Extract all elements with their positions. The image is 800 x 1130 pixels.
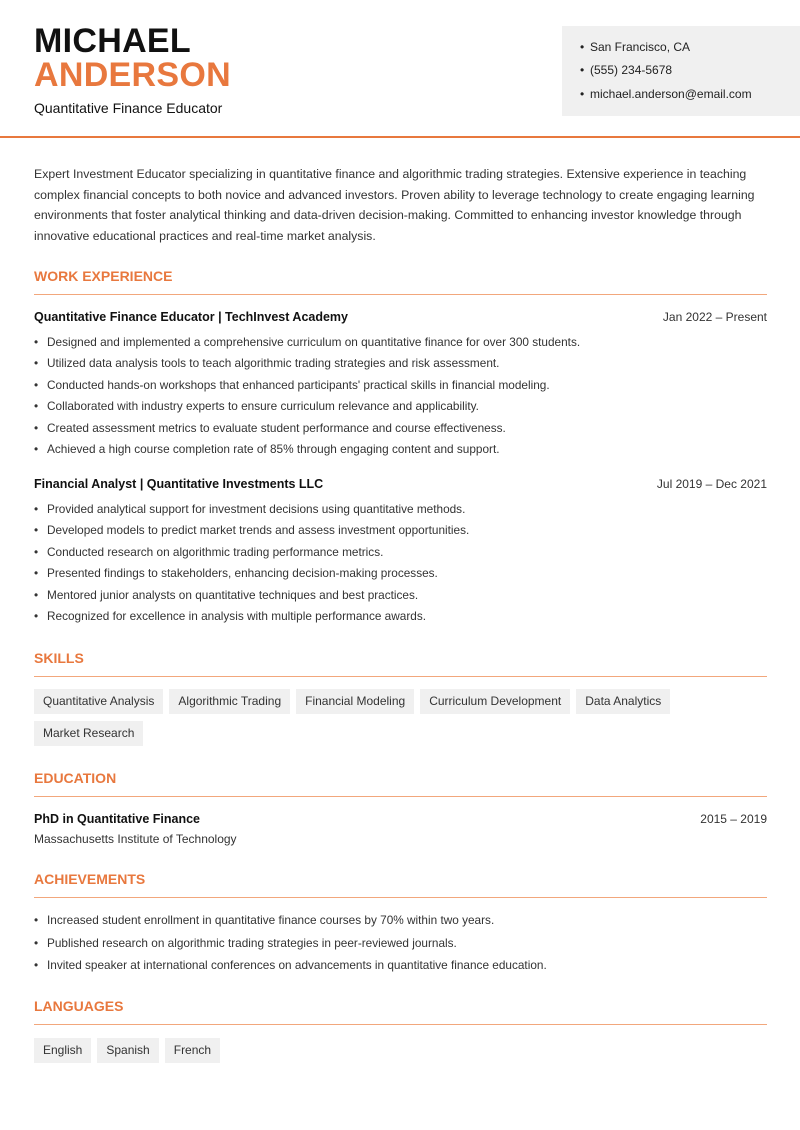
skill-tag: Market Research (34, 721, 143, 746)
section-divider (34, 1024, 767, 1025)
job-date: Jul 2019 – Dec 2021 (656, 477, 767, 491)
list-item: • Conducted research on algorithmic trading performance metrics. (34, 542, 764, 563)
skill-tag: Curriculum Development (420, 689, 570, 714)
section-divider (34, 676, 767, 677)
achievements-list (34, 909, 764, 977)
section-divider (34, 796, 767, 797)
job-date: Jan 2022 – Present (662, 310, 767, 324)
contact-location: • San Francisco, CA (580, 40, 690, 54)
list-item: • Designed and implemented a comprehensive curriculum on quantitative finance for over 300 students. (34, 332, 764, 353)
section-title-work: WORK EXPERIENCE (34, 268, 173, 284)
list-item: • Invited speaker at international conferences on advancements in quantitative finance education. (34, 954, 764, 977)
list-item: • Created assessment metrics to evaluate student performance and course effectiveness. (34, 418, 764, 439)
contact-box (562, 26, 800, 116)
job-title: Quantitative Finance Educator | TechInvest Academy (34, 310, 349, 324)
section-title-education: EDUCATION (34, 770, 117, 786)
list-item: • Conducted hands-on workshops that enhanced participants' practical skills in financial modeling. (34, 375, 764, 396)
list-item: • Presented findings to stakeholders, enhancing decision-making processes. (34, 563, 764, 584)
job-bullets (34, 332, 764, 460)
list-item: • Utilized data analysis tools to teach algorithmic trading strategies and risk assessment. (34, 353, 764, 374)
language-tag: Spanish (97, 1038, 158, 1063)
skill-tag: Data Analytics (576, 689, 670, 714)
section-divider (34, 294, 767, 295)
list-item: • Recognized for excellence in analysis with multiple performance awards. (34, 606, 764, 627)
list-item: • Collaborated with industry experts to ensure curriculum relevance and applicability. (34, 396, 764, 417)
section-title-achievements: ACHIEVEMENTS (34, 871, 146, 887)
language-tag: French (165, 1038, 220, 1063)
first-name: MICHAEL (34, 22, 191, 60)
list-item: • Published research on algorithmic trading strategies in peer-reviewed journals. (34, 932, 764, 955)
section-title-languages: LANGUAGES (34, 998, 124, 1014)
language-tag: English (34, 1038, 91, 1063)
list-item: • Achieved a high course completion rate of 85% through engaging content and support. (34, 439, 764, 460)
contact-phone: • (555) 234-5678 (580, 63, 672, 77)
section-title-skills: SKILLS (34, 650, 84, 666)
list-item: • Mentored junior analysts on quantitative techniques and best practices. (34, 585, 764, 606)
job-title: Financial Analyst | Quantitative Investments LLC (34, 477, 324, 491)
education-date: 2015 – 2019 (700, 812, 767, 826)
education-school: Massachusetts Institute of Technology (34, 832, 237, 846)
education-degree: PhD in Quantitative Finance (34, 812, 200, 826)
skill-tag: Quantitative Analysis (34, 689, 163, 714)
last-name: ANDERSON (34, 56, 231, 94)
skill-tag: Algorithmic Trading (169, 689, 290, 714)
professional-summary: Expert Investment Educator specializing in quantitative finance and algorithmic trading strategies. Extensive experience in teaching complex financial concepts to both novice and advanced investors. Proven ability to leverage technology to create engaging learning environments that foster analytical thinking and data-driven decision-making. Committed to enhancing investor knowledge through innovative educational practices and real-time market analysis. (34, 167, 755, 244)
job-bullets (34, 499, 764, 627)
list-item: • Provided analytical support for investment decisions using quantitative methods. (34, 499, 764, 520)
list-item: • Developed models to predict market trends and assess investment opportunities. (34, 520, 764, 541)
contact-email[interactable]: • michael.anderson@email.com (580, 87, 752, 101)
section-divider (34, 897, 767, 898)
languages-list (34, 1038, 774, 1070)
skills-list (34, 689, 774, 753)
resume-header (0, 0, 800, 138)
skill-tag: Financial Modeling (296, 689, 414, 714)
list-item: • Increased student enrollment in quantitative finance courses by 70% within two years. (34, 909, 764, 932)
job-title-headline: Quantitative Finance Educator (34, 100, 223, 116)
